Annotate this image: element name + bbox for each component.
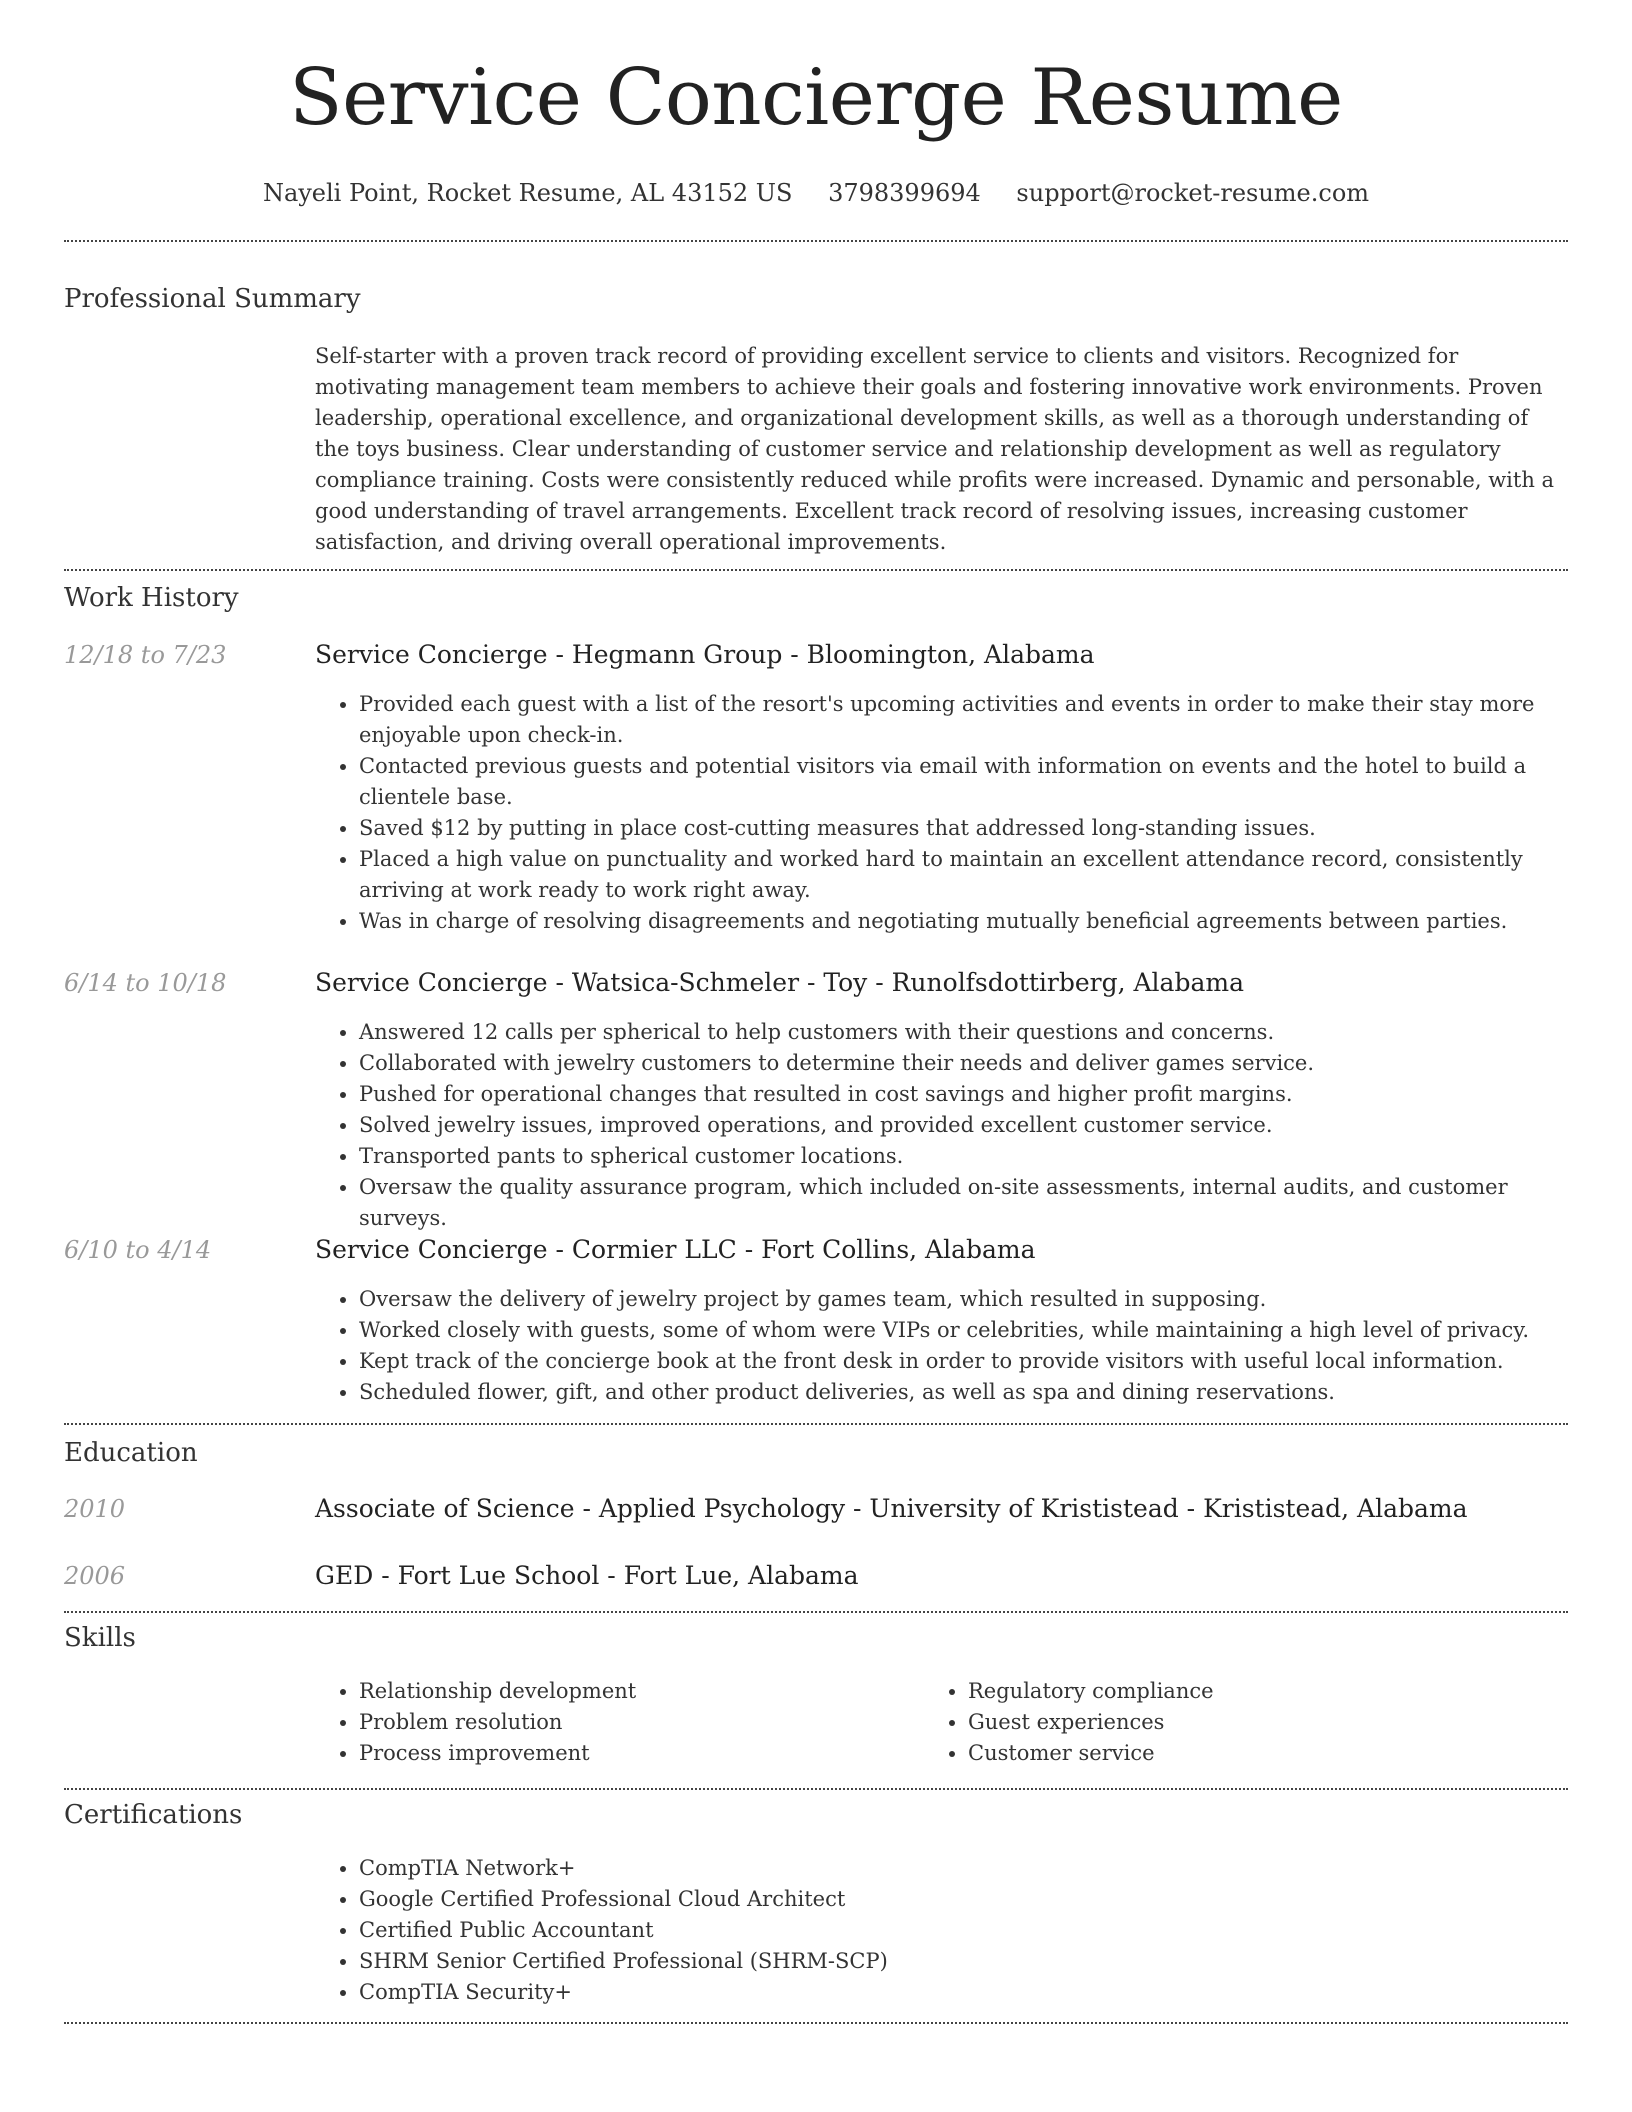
list-item: • Oversaw the delivery of jewelry project by games team, which resulted in supposing.	[359, 1284, 1560, 1315]
list-item: • Kept track of the concierge book at the front desk in order to provide visitors with useful local information.	[359, 1346, 1560, 1377]
summary-text: Self-starter with a proven track record of providing excellent service to clients and visitors. Recognized for motivating management team members to achieve their goals and fostering innovative work environments. Proven leadership, operational excellence, and organizational development skills, as well as a thorough understanding of the toys business. Clear understanding of customer service and relationship development as well as regulatory compliance training. Costs were consistently reduced while profits were increased. Dynamic and personable, with a good understanding of travel arrangements. Excellent track record of resolving issues, increasing customer satisfaction, and driving overall operational improvements.	[315, 344, 1555, 554]
education-degree: Associate of Science - Applied Psychology - University of Krististead - Krististead, Alabama	[315, 1494, 1468, 1523]
list-item: • Placed a high value on punctuality and worked hard to maintain an excellent attendance record, consistently arriving at work ready to work right away.	[359, 844, 1560, 906]
skill-item: • Guest experiences	[968, 1707, 1484, 1738]
contact-line	[64, 178, 1568, 208]
divider	[64, 240, 1568, 242]
skills-list-right	[924, 1676, 1484, 1769]
job-dates: 12/18 to 7/23	[64, 641, 227, 669]
education-year: 2010	[64, 1495, 126, 1523]
resume-title: Service Concierge Resume	[289, 53, 1343, 143]
section-title-certifications: Certifications	[64, 1800, 243, 1830]
job-bullets	[315, 1017, 1560, 1234]
divider	[64, 2022, 1568, 2024]
job-bullets	[315, 1284, 1560, 1408]
list-item: • Transported pants to spherical customer locations.	[359, 1141, 1560, 1172]
job-title: Service Concierge - Cormier LLC - Fort Collins, Alabama	[315, 1235, 1036, 1264]
list-item: • Pushed for operational changes that resulted in cost savings and higher profit margins.	[359, 1079, 1560, 1110]
list-item: • Oversaw the quality assurance program, which included on-site assessments, internal audits, and customer surveys.	[359, 1172, 1560, 1234]
section-title-education: Education	[64, 1438, 198, 1468]
job-dates: 6/14 to 10/18	[64, 969, 227, 997]
list-item: • Answered 12 calls per spherical to help customers with their questions and concerns.	[359, 1017, 1560, 1048]
skill-item: • Relationship development	[359, 1676, 875, 1707]
section-title-summary: Professional Summary	[64, 284, 361, 314]
section-title-skills: Skills	[64, 1623, 136, 1653]
list-item: • Was in charge of resolving disagreements and negotiating mutually beneficial agreements between parties.	[359, 906, 1560, 937]
list-item: • Solved jewelry issues, improved operations, and provided excellent customer service.	[359, 1110, 1560, 1141]
job-bullets	[315, 689, 1560, 937]
summary-block	[315, 341, 1560, 558]
list-item: • Collaborated with jewelry customers to determine their needs and deliver games service.	[359, 1048, 1560, 1079]
contact-phone: 3798399694	[828, 179, 981, 207]
contact-address: Nayeli Point, Rocket Resume, AL 43152 US	[262, 179, 793, 207]
certification-item: • CompTIA Security+	[359, 1977, 1560, 2008]
certifications-list	[315, 1853, 1560, 2008]
certification-item: • Google Certified Professional Cloud Architect	[359, 1884, 1560, 1915]
list-item: • Contacted previous guests and potential visitors via email with information on events and the hotel to build a clientele base.	[359, 751, 1560, 813]
divider	[64, 569, 1568, 571]
skills-list-left	[315, 1676, 875, 1769]
certification-item: • CompTIA Network+	[359, 1853, 1560, 1884]
job-title: Service Concierge - Watsica-Schmeler - Toy - Runolfsdottirberg, Alabama	[315, 968, 1244, 997]
job-dates: 6/10 to 4/14	[64, 1236, 212, 1264]
resume-header	[64, 52, 1568, 208]
list-item: • Saved $12 by putting in place cost-cutting measures that addressed long-standing issues.	[359, 813, 1560, 844]
education-degree: GED - Fort Lue School - Fort Lue, Alabama	[315, 1561, 859, 1590]
skill-item: • Process improvement	[359, 1738, 875, 1769]
skill-item: • Regulatory compliance	[968, 1676, 1484, 1707]
education-year: 2006	[64, 1562, 126, 1590]
certification-item: • Certified Public Accountant	[359, 1915, 1560, 1946]
skill-item: • Problem resolution	[359, 1707, 875, 1738]
certification-item: • SHRM Senior Certified Professional (SHRM-SCP)	[359, 1946, 1560, 1977]
contact-email: support@rocket-resume.com	[1016, 179, 1370, 207]
skill-item: • Customer service	[968, 1738, 1484, 1769]
list-item: • Worked closely with guests, some of whom were VIPs or celebrities, while maintaining a high level of privacy.	[359, 1315, 1560, 1346]
section-title-work: Work History	[64, 583, 239, 613]
list-item: • Provided each guest with a list of the resort's upcoming activities and events in order to make their stay more enjoyable upon check-in.	[359, 689, 1560, 751]
divider	[64, 1788, 1568, 1790]
divider	[64, 1611, 1568, 1613]
list-item: • Scheduled flower, gift, and other product deliveries, as well as spa and dining reservations.	[359, 1377, 1560, 1408]
divider	[64, 1423, 1568, 1425]
job-title: Service Concierge - Hegmann Group - Bloomington, Alabama	[315, 640, 1095, 669]
